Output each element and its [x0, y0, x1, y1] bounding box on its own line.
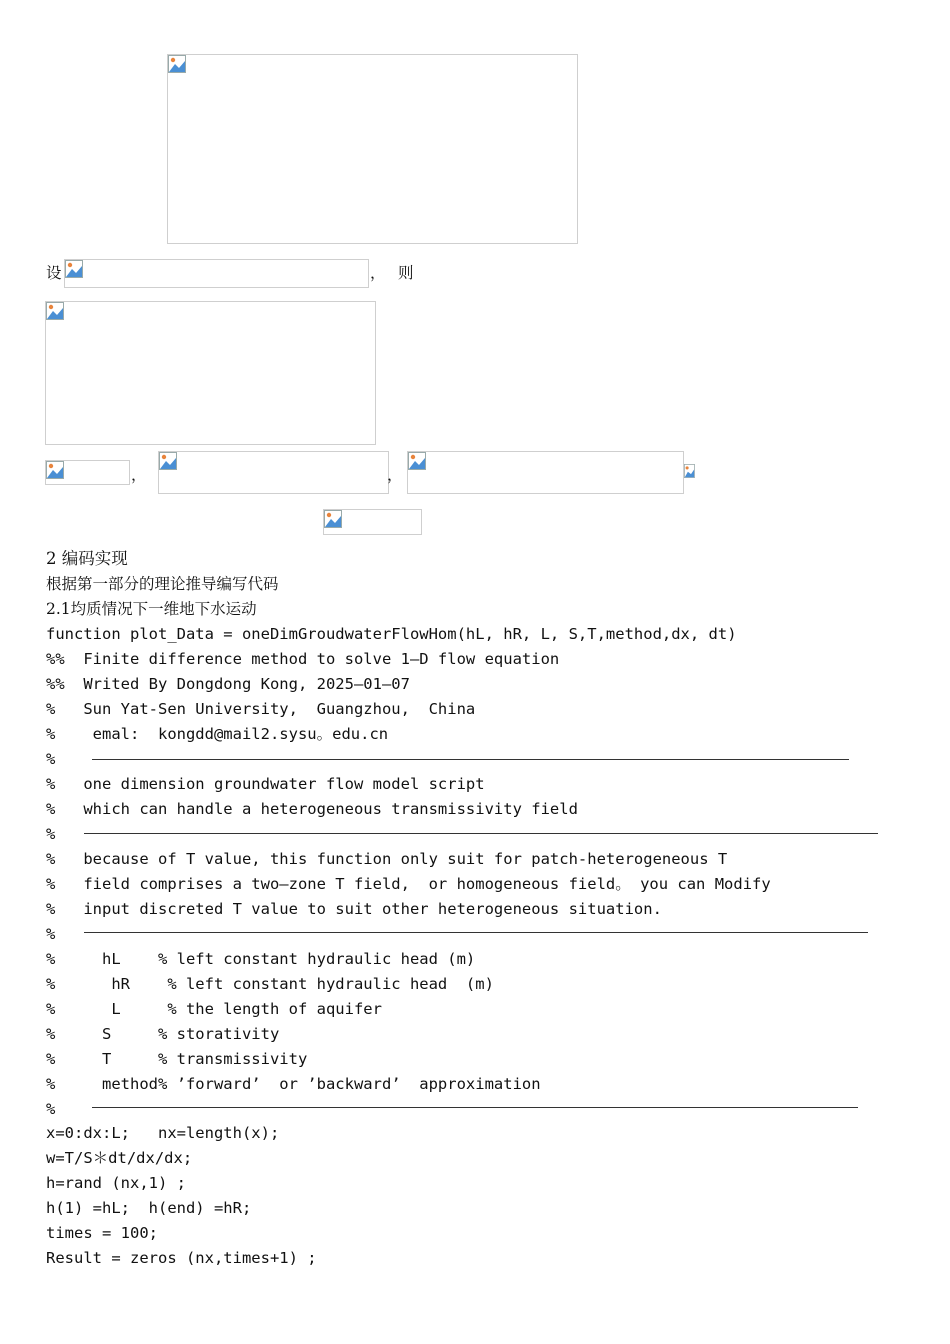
equation-image-6 — [407, 451, 684, 494]
equation-image-3 — [45, 301, 376, 445]
code-line: %% Writed By Dongdong Kong, 2025—01—07 — [46, 675, 410, 693]
broken-image-icon — [65, 260, 83, 278]
code-line: % method% ’forward’ or ’backward’ approximation — [46, 1075, 541, 1093]
code-line: % field comprises a two—zone T field, or homogeneous field。 you can Modify — [46, 875, 771, 893]
code-line: % — [46, 825, 56, 843]
code-line: w=T/S＊dt/dx/dx; — [46, 1149, 193, 1167]
code-line: % one dimension groundwater flow model script — [46, 775, 485, 793]
code-line: h=rand (nx,1) ; — [46, 1174, 186, 1192]
comma-text: ， — [131, 466, 147, 484]
code-line: % which can handle a heterogeneous transmissivity field — [46, 800, 578, 818]
code-line: x=0:dx:L; nx=length(x); — [46, 1124, 280, 1142]
code-line: % S % storativity — [46, 1025, 280, 1043]
code-line: % — [46, 925, 56, 943]
let-text: 设 — [46, 264, 62, 282]
separator-line — [92, 1107, 858, 1108]
comma-text: ， — [370, 264, 386, 282]
broken-image-icon — [159, 452, 177, 470]
equation-image-7 — [323, 509, 422, 535]
code-line: % hR % left constant hydraulic head (m) — [46, 975, 494, 993]
code-line: % Sun Yat-Sen University, Guangzhou, China — [46, 700, 476, 718]
code-line: % because of T value, this function only suit for patch-heterogeneous T — [46, 850, 728, 868]
code-line: function plot_Data = oneDimGroudwaterFlowHom(hL, hR, L, S,T,method,dx, dt) — [46, 625, 737, 643]
code-line: % — [46, 750, 56, 768]
code-line: %% Finite difference method to solve 1—D flow equation — [46, 650, 560, 668]
section-intro: 根据第一部分的理论推导编写代码 — [46, 575, 279, 593]
comma-text: ， — [387, 466, 403, 484]
equation-image-2 — [64, 259, 369, 288]
broken-image-icon — [46, 461, 64, 479]
equation-image-1 — [167, 54, 578, 244]
separator-line — [92, 759, 849, 760]
code-line: Result = zeros (nx,times+1) ; — [46, 1249, 317, 1267]
code-line: % input discreted T value to suit other heterogeneous situation. — [46, 900, 662, 918]
broken-image-icon — [324, 510, 342, 528]
separator-line — [84, 833, 878, 834]
code-line: % — [46, 1100, 56, 1118]
code-line: % hL % left constant hydraulic head (m) — [46, 950, 476, 968]
then-text: 则 — [398, 264, 414, 282]
broken-image-icon — [408, 452, 426, 470]
separator-line — [84, 932, 868, 933]
code-line: % L % the length of aquifer — [46, 1000, 382, 1018]
broken-image-icon — [46, 302, 64, 320]
code-line: h(1) =hL; h(end) =hR; — [46, 1199, 252, 1217]
subsection-heading: 2.1均质情况下一维地下水运动 — [46, 600, 257, 618]
broken-image-icon — [684, 462, 698, 480]
code-line: times = 100; — [46, 1224, 158, 1242]
section-heading: 2 编码实现 — [46, 549, 128, 568]
equation-image-4 — [45, 460, 130, 485]
code-line: % T % transmissivity — [46, 1050, 308, 1068]
code-line: % emal: kongdd@mail2.sysu。edu.cn — [46, 725, 389, 743]
broken-image-icon — [168, 55, 186, 73]
equation-image-5 — [158, 451, 389, 494]
